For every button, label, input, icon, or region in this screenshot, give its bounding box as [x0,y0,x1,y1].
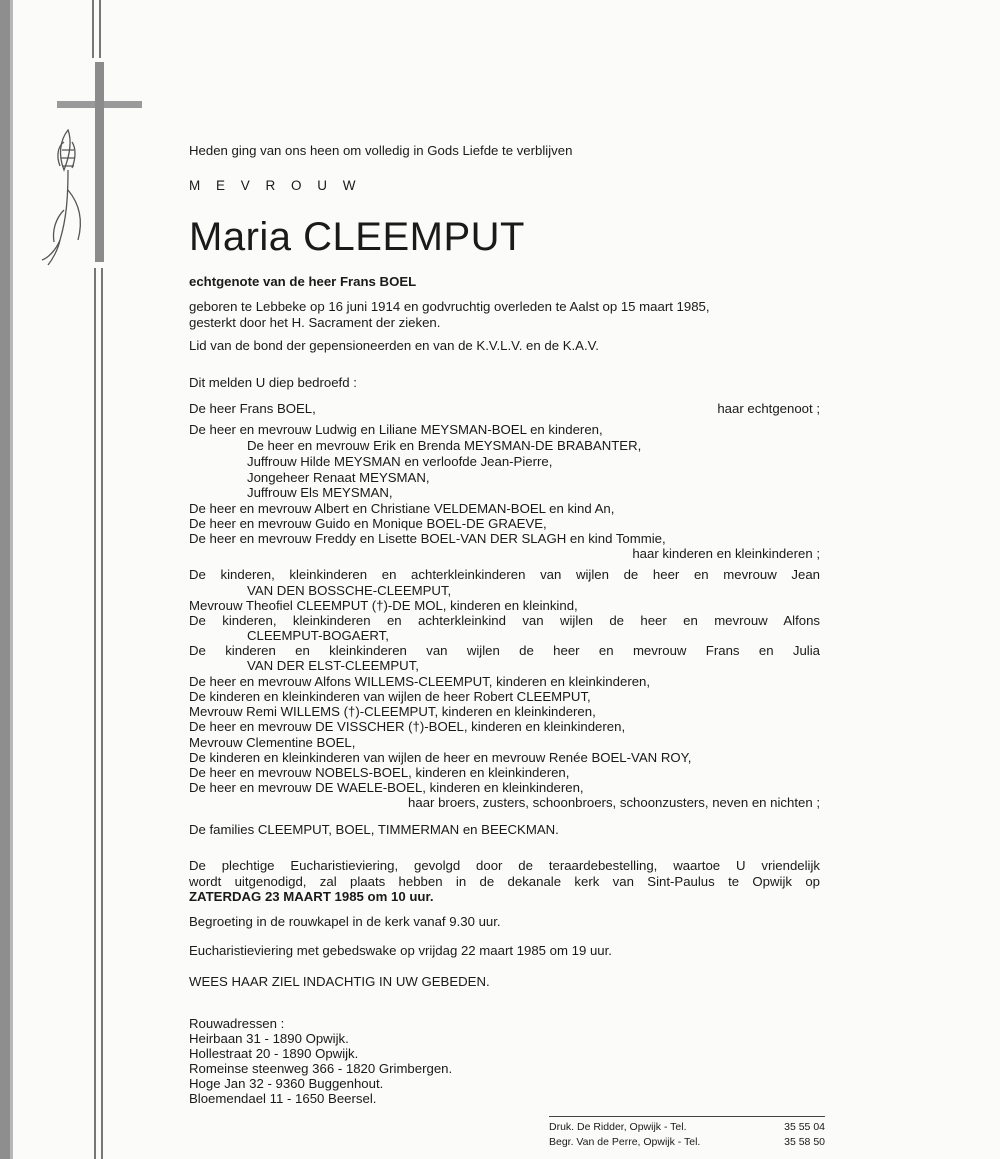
addresses-title: Rouwadressen : [189,1016,285,1031]
address-item: Heirbaan 31 - 1890 Opwijk. [189,1031,349,1046]
mass-date: ZATERDAG 23 MAART 1985 om 10 uur. [189,889,434,904]
mass-line-1: De plechtige Eucharistieviering, gevolgd door de teraardebestelling, waartoe U vriendelijk [189,858,820,873]
printer-name: Druk. De Ridder, Opwijk - Tel. [549,1121,687,1133]
intro-text: Heden ging van ons heen om volledig in Gods Liefde te verblijven [189,143,573,158]
list-item: Jongeheer Renaat MEYSMAN, [247,470,430,485]
children-role: haar kinderen en kleinkinderen ; [632,546,820,561]
list-item: De heer en mevrouw Guido en Monique BOEL-DE GRAEVE, [189,516,547,531]
announce-line: Dit melden U diep bedroefd : [189,375,357,390]
vigil-line: Eucharistieviering met gebedswake op vrijdag 22 maart 1985 om 19 uur. [189,943,612,958]
list-item: De kinderen en kleinkinderen van wijlen de heer en mevrouw Renée BOEL-VAN ROY, [189,750,692,765]
list-item: De heer en mevrouw NOBELS-BOEL, kinderen en kleinkinderen, [189,765,570,780]
list-item: De kinderen, kleinkinderen en achterkleinkinderen van wijlen de heer en mevrouw Jean [189,567,820,582]
printer-row [549,1120,825,1135]
husband-role: haar echtgenoot ; [717,401,820,416]
list-item: De kinderen, kleinkinderen en achterkleinkind van wijlen de heer en mevrouw Alfons [189,613,820,628]
list-item: De kinderen en kleinkinderen van wijlen de heer Robert CLEEMPUT, [189,689,591,704]
list-item: Mevrouw Clementine BOEL, [189,735,356,750]
salutation: M E V R O U W [189,178,362,193]
left-border-band-light [10,0,13,1159]
printer-credits [549,1116,825,1150]
cross-upper-stem [92,0,101,58]
undertaker-phone: 35 58 50 [784,1136,825,1148]
printer-phone: 35 55 04 [784,1121,825,1133]
birth-line-2: gesterkt door het H. Sacrament der zieken. [189,315,441,330]
list-item: De heer en mevrouw Alfons WILLEMS-CLEEMPUT, kinderen en kleinkinderen, [189,674,651,689]
list-item: De heer en mevrouw Erik en Brenda MEYSMAN-DE BRABANTER, [247,438,642,453]
prayer-line: WEES HAAR ZIEL INDACHTIG IN UW GEBEDEN. [189,974,490,989]
list-item: VAN DER ELST-CLEEMPUT, [247,658,419,673]
birth-line-1: geboren te Lebbeke op 16 juni 1914 en godvruchtig overleden te Aalst op 15 maart 1985, [189,299,710,314]
spouse-line: echtgenote van de heer Frans BOEL [189,274,417,289]
left-border-band [0,0,10,1159]
member-line: Lid van de bond der gepensioneerden en van de K.V.L.V. en de K.A.V. [189,338,599,353]
address-item: Hoge Jan 32 - 9360 Buggenhout. [189,1076,384,1091]
address-item: Romeinse steenweg 366 - 1820 Grimbergen. [189,1061,453,1076]
list-item: Juffrouw Hilde MEYSMAN en verloofde Jean-Pierre, [247,454,553,469]
list-item: De heer en mevrouw Ludwig en Liliane MEYSMAN-BOEL en kinderen, [189,422,603,437]
address-item: Bloemendael 11 - 1650 Beersel. [189,1091,377,1106]
list-item: De heer en mevrouw Albert en Christiane VELDEMAN-BOEL en kind An, [189,501,615,516]
printer-row [549,1135,825,1150]
siblings-role: haar broers, zusters, schoonbroers, schoonzusters, neven en nichten ; [408,795,820,810]
list-item: Mevrouw Theofiel CLEEMPUT (†)-DE MOL, kinderen en kleinkind, [189,598,578,613]
list-item: CLEEMPUT-BOGAERT, [247,628,389,643]
list-item: De heer en mevrouw DE WAELE-BOEL, kinderen en kleinkinderen, [189,780,584,795]
list-item: De kinderen en kleinkinderen van wijlen de heer en mevrouw Frans en Julia [189,643,820,658]
greeting-line: Begroeting in de rouwkapel in de kerk vanaf 9.30 uur. [189,914,501,929]
deceased-name: Maria CLEEMPUT [189,215,525,259]
list-item: Juffrouw Els MEYSMAN, [247,485,393,500]
families-line: De families CLEEMPUT, BOEL, TIMMERMAN en BEECKMAN. [189,822,559,837]
wheat-icon [38,110,98,270]
address-item: Hollestraat 20 - 1890 Opwijk. [189,1046,359,1061]
mass-line-2: wordt uitgenodigd, zal plaats hebben in de dekanale kerk van Sint-Paulus te Opwijk op [189,874,820,889]
list-item: De heer en mevrouw Freddy en Lisette BOEL-VAN DER SLAGH en kind Tommie, [189,531,666,546]
cross-lower-stem [94,268,103,1159]
list-item: De heer en mevrouw DE VISSCHER (†)-BOEL, kinderen en kleinkinderen, [189,719,626,734]
list-item: Mevrouw Remi WILLEMS (†)-CLEEMPUT, kinderen en kleinkinderen, [189,704,596,719]
husband-name: De heer Frans BOEL, [189,401,316,416]
undertaker-name: Begr. Van de Perre, Opwijk - Tel. [549,1136,701,1148]
list-item: VAN DEN BOSSCHE-CLEEMPUT, [247,583,452,598]
